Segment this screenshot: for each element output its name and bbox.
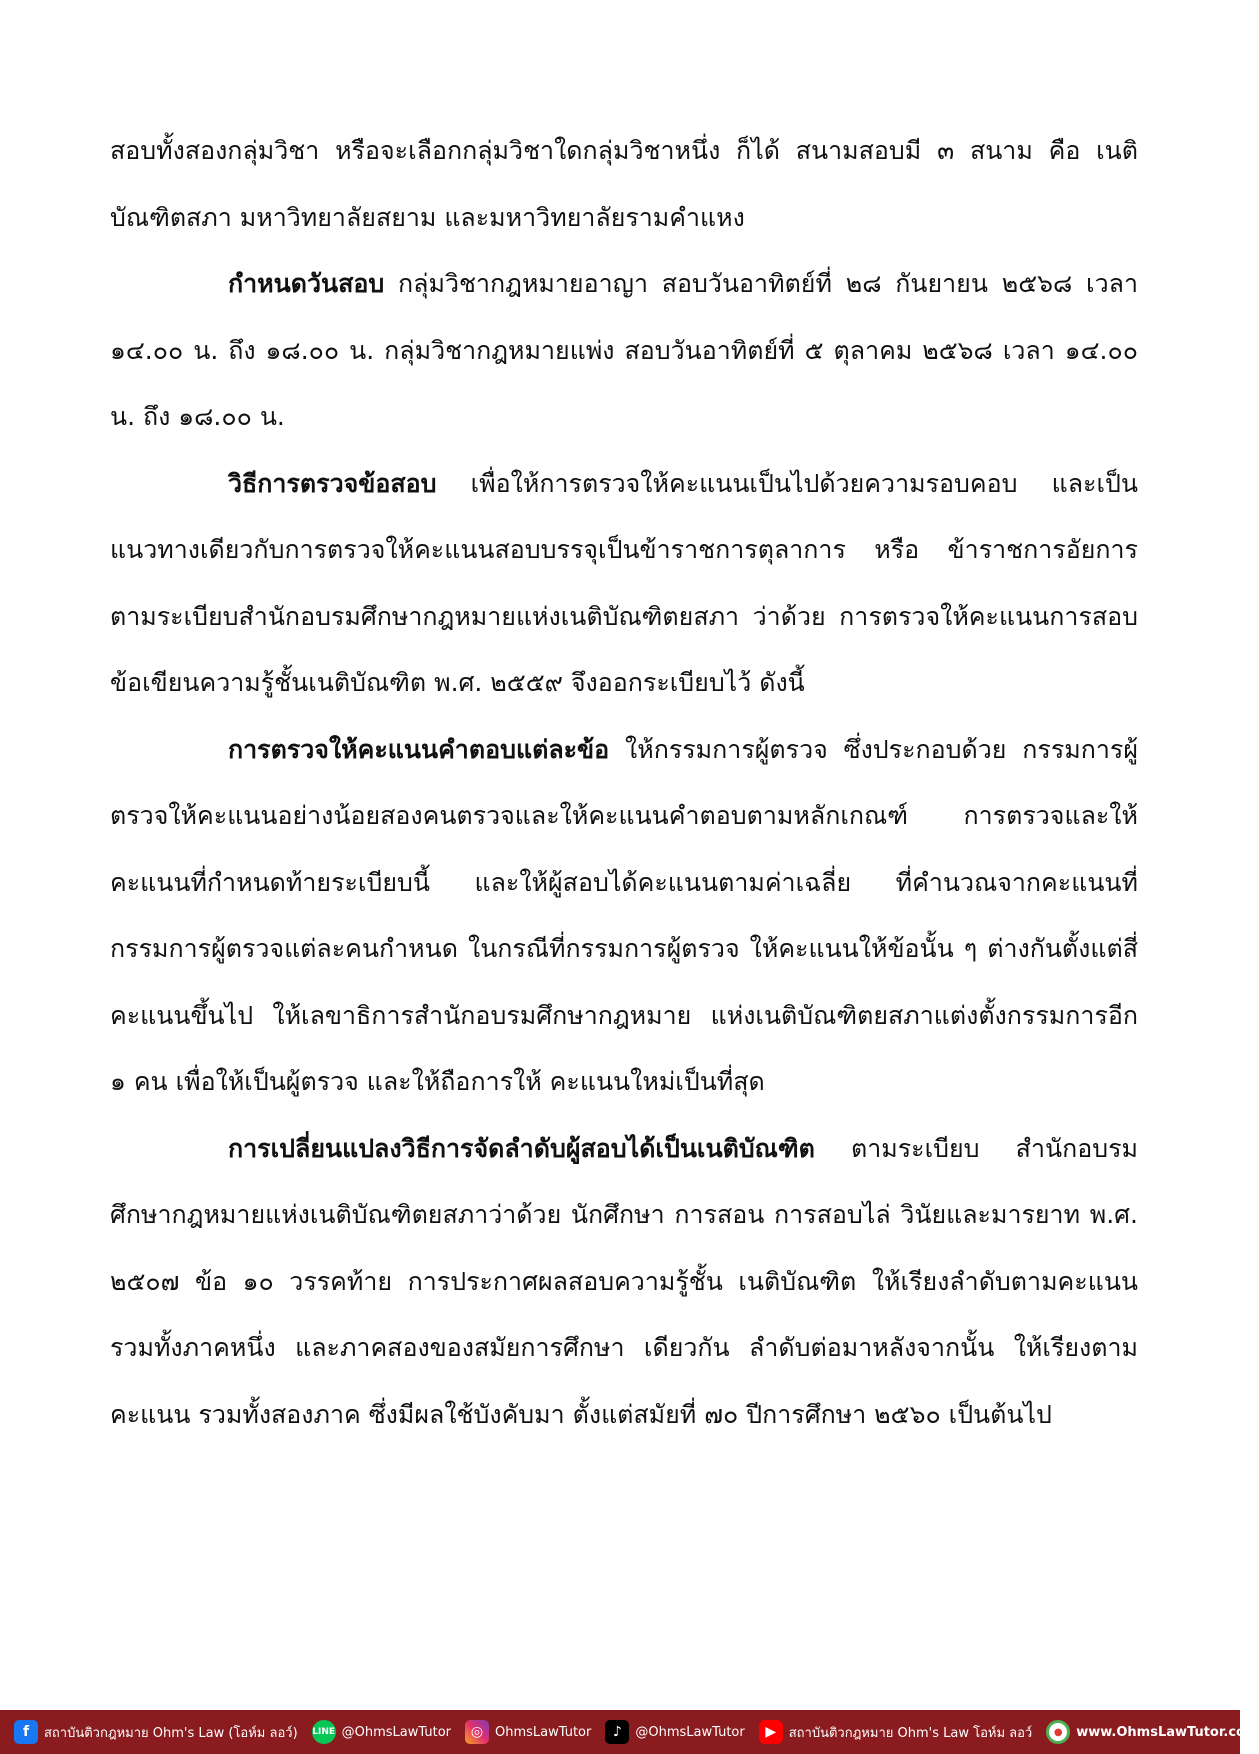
paragraph-exam-date-heading: กำหนดวันสอบ	[228, 269, 385, 298]
footer-youtube-link[interactable]	[759, 1720, 1033, 1744]
paragraph-grading-method	[110, 451, 1138, 717]
footer-facebook-label: สถาบันติวกฎหมาย Ohm's Law (โอห์ม ลอว์)	[44, 1725, 298, 1741]
document-body	[110, 118, 1138, 1448]
facebook-icon: f	[14, 1720, 38, 1744]
footer-facebook-link[interactable]	[14, 1720, 298, 1744]
footer-line-label: @OhmsLawTutor	[341, 1724, 451, 1740]
paragraph-grading-method-text: เพื่อให้การตรวจให้คะแนนเป็นไปด้วยความรอบคอบ และเป็นแนวทางเดียวกับการตรวจให้คะแนนสอบบรรจุเป็นข้าราชการตุลาการ หรือ ข้าราชการอัยการ ตามระเบียบสำนักอบรมศึกษากฎหมายแห่งเนติบัณฑิตยสภา ว่าด้วย การตรวจให้คะแนนการสอบข้อเขียนความรู้ชั้นเนติบัณฑิต พ.ศ. ๒๕๕๙ จึงออกระเบียบไว้ ดังนี้	[110, 468, 1138, 697]
footer-instagram-label: OhmsLawTutor	[495, 1724, 592, 1740]
line-icon: LINE	[312, 1720, 336, 1744]
footer-line-link[interactable]	[312, 1720, 451, 1744]
paragraph-exam-date	[110, 251, 1138, 451]
paragraph-per-question-grading-heading: การตรวจให้คะแนนคำตอบแต่ละข้อ	[228, 734, 610, 764]
footer-youtube-label: สถาบันติวกฎหมาย Ohm's Law โอห์ม ลอว์	[788, 1725, 1033, 1741]
instagram-icon: ◎	[465, 1720, 489, 1744]
paragraph-1	[110, 118, 1138, 251]
footer-tiktok-label: @OhmsLawTutor	[635, 1724, 745, 1740]
paragraph-ranking-change-heading: การเปลี่ยนแปลงวิธีการจัดลำดับผู้สอบได้เป็นเนติบัณฑิต	[228, 1133, 815, 1163]
footer-bar	[0, 1710, 1259, 1754]
footer-website-label: www.OhmsLawTutor.com	[1076, 1724, 1259, 1740]
footer-instagram-link[interactable]	[465, 1720, 591, 1744]
paragraph-per-question-grading	[110, 717, 1138, 1116]
paragraph-ranking-change	[110, 1116, 1138, 1449]
footer-website-link[interactable]	[1046, 1720, 1258, 1744]
paragraph-exam-date-text: กลุ่มวิชากฎหมายอาญา สอบวันอาทิตย์ที่ ๒๘ กันยายน ๒๕๖๘ เวลา ๑๔.๐๐ น. ถึง ๑๘.๐๐ น. กลุ่มวิชากฎหมายแพ่ง สอบวันอาทิตย์ที่ ๕ ตุลาคม ๒๕๖๘ เวลา ๑๔.๐๐ น. ถึง ๑๘.๐๐ น.	[110, 269, 1138, 431]
paragraph-ranking-change-text: ตามระเบียบ สำนักอบรมศึกษากฎหมายแห่งเนติบัณฑิตยสภาว่าด้วย นักศึกษา การสอน การสอบไล่ วินัยและมารยาท พ.ศ. ๒๕๐๗ ข้อ ๑๐ วรรคท้าย การประกาศผลสอบความรู้ชั้น เนติบัณฑิต ให้เรียงลำดับตามคะแนน รวมทั้งภาคหนึ่ง และภาคสองของสมัยการศึกษา เดียวกัน ลำดับต่อมาหลังจากนั้น ให้เรียงตามคะแนน รวมทั้งสองภาค ซึ่งมีผลใช้บังคับมา ตั้งแต่สมัยที่ ๗๐ ปีการศึกษา ๒๕๖๐ เป็นต้นไป	[110, 1133, 1138, 1429]
youtube-icon: ▶	[759, 1720, 783, 1744]
paragraph-per-question-grading-text: ให้กรรมการผู้ตรวจ ซึ่งประกอบด้วย กรรมการผู้ตรวจให้คะแนนอย่างน้อยสองคนตรวจและให้คะแนนคำตอบตามหลักเกณฑ์ การตรวจและให้คะแนนที่กำหนดท้ายระเบียบนี้ และให้ผู้สอบได้คะแนนตามค่าเฉลี่ย ที่คำนวณจากคะแนนที่กรรมการผู้ตรวจแต่ละคนกำหนด ในกรณีที่กรรมการผู้ตรวจ ให้คะแนนให้ข้อนั้น ๆ ต่างกันตั้งแต่สี่คะแนนขึ้นไป ให้เลขาธิการสำนักอบรมศึกษากฎหมาย แห่งเนติบัณฑิตยสภาแต่งตั้งกรรมการอีก ๑ คน เพื่อให้เป็นผู้ตรวจ และให้ถือการให้ คะแนนใหม่เป็นที่สุด	[110, 734, 1138, 1096]
paragraph-grading-method-heading: วิธีการตรวจข้อสอบ	[228, 468, 437, 498]
tiktok-icon: ♪	[605, 1720, 629, 1744]
paragraph-1-text: สอบทั้งสองกลุ่มวิชา หรือจะเลือกกลุ่มวิชาใดกลุ่มวิชาหนึ่ง ก็ได้ สนามสอบมี ๓ สนาม คือ เนติบัณฑิตสภา มหาวิทยาลัยสยาม และมหาวิทยาลัยรามคำแหง	[110, 136, 1138, 232]
globe-icon: ●	[1046, 1720, 1070, 1744]
footer-tiktok-link[interactable]	[605, 1720, 744, 1744]
